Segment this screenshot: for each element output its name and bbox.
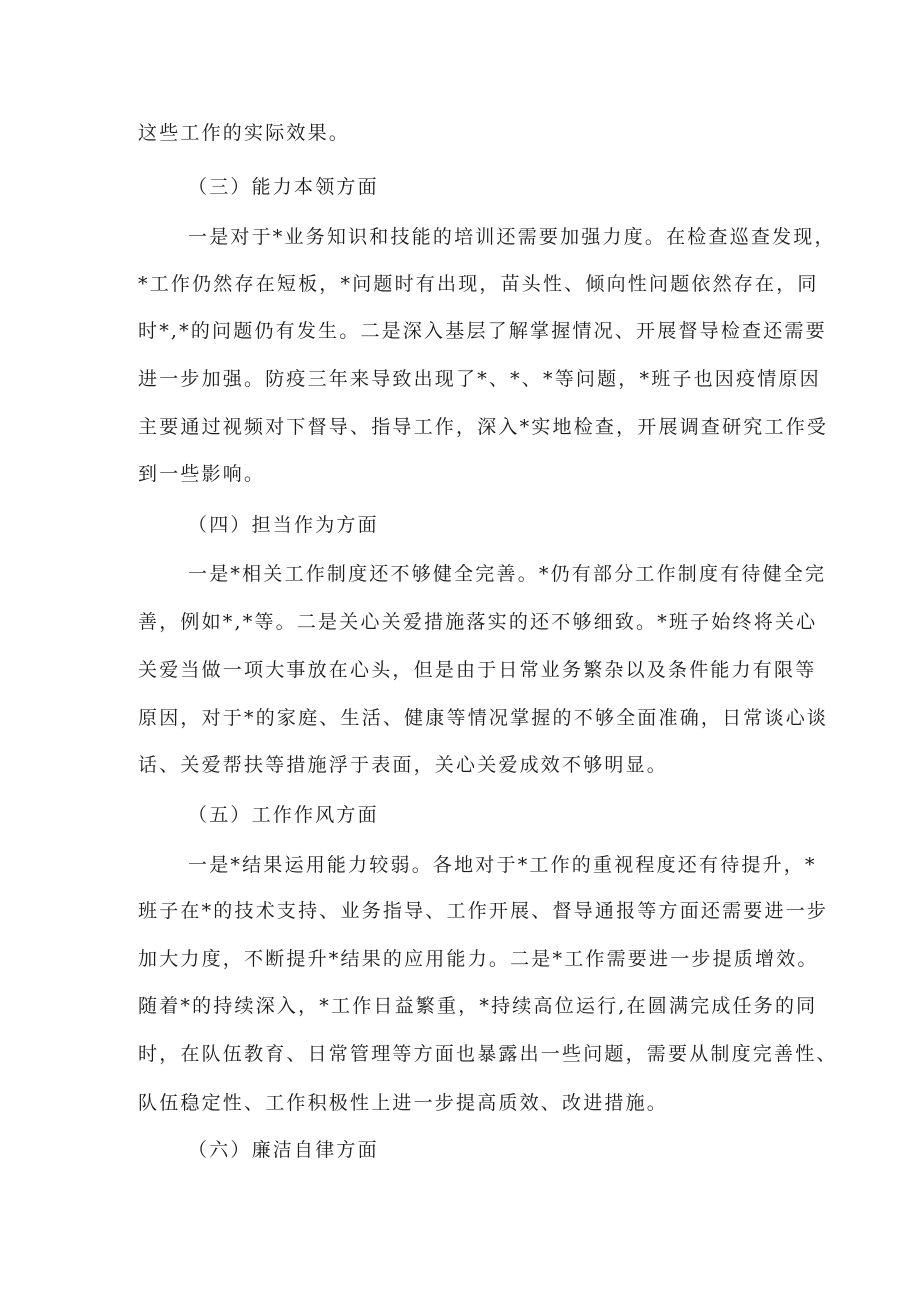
paragraph-line: 一是*结果运用能力较弱。各地对于*工作的重视程度还有待提升，*: [188, 854, 817, 876]
paragraph-line: 话、关爱帮扶等措施浮于表面，关心关爱成效不够明显。: [138, 754, 669, 776]
paragraph-line: 随着*的持续深入，*工作日益繁重，*持续高位运行,在圆满完成任务的同: [138, 995, 818, 1017]
paragraph-continuation: 这些工作的实际效果。: [138, 122, 351, 144]
paragraph-line: 关爱当做一项大事放在心头，但是由于日常业务繁杂以及条件能力有限等: [138, 659, 817, 681]
paragraph-line: 时，在队伍教育、日常管理等方面也暴露出一些问题，需要从制度完善性、: [138, 1043, 838, 1065]
paragraph-line: 班子在*的技术支持、业务指导、工作开展、督导通报等方面还需要进一步: [138, 900, 829, 922]
paragraph-line: *工作仍然存在短板，*问题时有出现，苗头性、倾向性问题依然存在，同: [138, 273, 819, 295]
section-heading-4: （四）担当作为方面: [188, 514, 379, 536]
paragraph-line: 主要通过视频对下督导、指导工作，深入*实地检查，开展调查研究工作受: [138, 416, 829, 438]
section-heading-5: （五）工作作风方面: [188, 804, 379, 826]
paragraph-line: 善，例如*,*等。二是关心关爱措施落实的还不够细致。*班子始终将关心: [138, 611, 818, 633]
paragraph-line: 原因，对于*的家庭、生活、健康等情况掌握的不够全面准确，日常谈心谈: [138, 707, 829, 729]
paragraph-line: 队伍稳定性、工作积极性上进一步提高质效、改进措施。: [138, 1092, 669, 1114]
paragraph-line: 到一些影响。: [138, 463, 266, 485]
section-heading-3: （三）能力本领方面: [188, 176, 379, 198]
paragraph-line: 一是对于*业务知识和技能的培训还需要加强力度。在检查巡查发现，: [188, 226, 836, 248]
paragraph-line: 加大力度，不断提升*结果的应用能力。二是*工作需要进一步提质增效。: [138, 948, 819, 970]
section-heading-6: （六）廉洁自律方面: [188, 1139, 379, 1161]
paragraph-line: 进一步加强。防疫三年来导致出现了*、*、*等问题，*班子也因疫情原因: [138, 368, 821, 390]
paragraph-line: 一是*相关工作制度还不够健全完善。*仍有部分工作制度有待健全完: [188, 563, 827, 585]
paragraph-line: 时*,*的问题仍有发生。二是深入基层了解掌握情况、开展督导检查还需要: [138, 320, 827, 342]
